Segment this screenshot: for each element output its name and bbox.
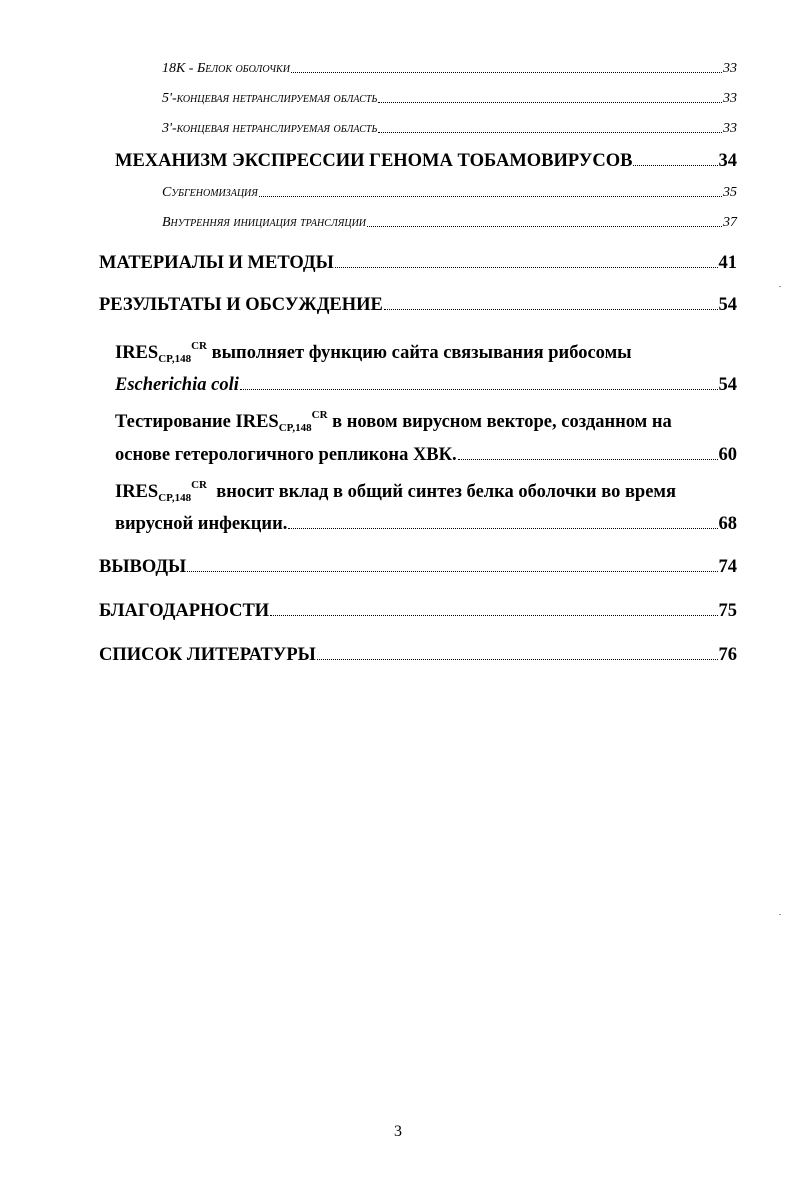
toc-page-number: 76: [718, 645, 737, 665]
toc-page-number: 54: [718, 295, 737, 315]
toc-entry-subgenomization[interactable]: [162, 185, 737, 201]
dot-leader: [240, 389, 718, 390]
toc-entry-conclusions[interactable]: [99, 557, 737, 578]
dot-leader: [633, 165, 717, 166]
toc-entry-title: БЛАГОДАРНОСТИ: [99, 601, 270, 621]
toc-page-number: 74: [718, 557, 737, 577]
toc-entry-internal-initiation[interactable]: [162, 215, 737, 231]
toc-entry-title: Внутренняя инициация трансляции: [162, 215, 367, 230]
dot-leader: [317, 659, 718, 660]
toc-entry-title: МЕХАНИЗМ ЭКСПРЕССИИ ГЕНОМА ТОБАМОВИРУСОВ: [115, 151, 633, 171]
toc-page-number: 68: [718, 514, 737, 534]
toc-page-number: 33: [723, 121, 737, 136]
toc-entry-title-line2: Escherichia coli: [115, 375, 239, 395]
toc-page-number: 35: [723, 185, 737, 200]
toc-entry-ires-vector-line2[interactable]: [115, 445, 737, 466]
toc-entry-3utr[interactable]: [162, 121, 737, 137]
toc-entry-coat-protein[interactable]: [162, 61, 737, 77]
toc-entry-references[interactable]: [99, 645, 737, 666]
toc-entry-ires-contribution[interactable]: [115, 479, 737, 504]
toc-entry-title-line2: основе гетерологичного репликона ХВК.: [115, 445, 457, 465]
toc-entry-5utr[interactable]: [162, 91, 737, 107]
dot-leader: [291, 72, 722, 73]
toc-entry-title-line2: вирусной инфекции.: [115, 514, 288, 534]
dot-leader: [378, 132, 722, 133]
toc-entry-title: 18К - Белок оболочки: [162, 61, 290, 76]
toc-entry-title-line1: Тестирование $IRES_{CP,148}^{CR}$ в новом вирусном векторе, созданном на: [115, 409, 672, 434]
dot-leader: [335, 267, 718, 268]
toc-entry-materials-methods[interactable]: [99, 253, 737, 274]
dot-leader: [384, 309, 718, 310]
toc-entry-title-line1: $IRES_{CP,148}^{CR}$ выполняет функцию сайта связывания рибосомы: [115, 340, 632, 365]
toc-page-number: 54: [718, 375, 737, 395]
toc-entry-results-discussion[interactable]: [99, 295, 737, 316]
toc-entry-title: МАТЕРИАЛЫ И МЕТОДЫ: [99, 253, 334, 273]
dot-leader: [367, 226, 722, 227]
dot-leader: [259, 196, 722, 197]
toc-entry-title: Субгеномизация: [162, 185, 258, 200]
toc-entry-acknowledgements[interactable]: [99, 601, 737, 622]
toc-entry-title: СПИСОК ЛИТЕРАТУРЫ: [99, 645, 316, 665]
dot-leader: [270, 615, 717, 616]
dot-leader: [378, 102, 722, 103]
toc-page-number: 34: [718, 151, 737, 171]
toc-page-number: 37: [723, 215, 737, 230]
toc-page-number: 60: [718, 445, 737, 465]
toc-entry-title: 5'-концевая нетранслируемая область: [162, 91, 378, 106]
toc-page-number: 33: [723, 61, 737, 76]
dot-leader: [187, 571, 717, 572]
toc-entry-title-line1: $IRES_{CP,148}^{CR}$ вносит вклад в общий синтез белка оболочки во время: [115, 479, 677, 504]
toc-page-number: 41: [718, 253, 737, 273]
toc-entry-ires-ecoli[interactable]: [115, 340, 737, 365]
toc-entry-expression-mechanism[interactable]: [115, 151, 737, 172]
page-number: 3: [394, 1123, 402, 1140]
dot-leader: [458, 459, 718, 460]
toc-entry-title: 3'-концевая нетранслируемая область: [162, 121, 378, 136]
toc-entry-title: ВЫВОДЫ: [99, 557, 187, 577]
toc-entry-ires-ecoli-line2[interactable]: [115, 375, 737, 396]
toc-page-number: 33: [723, 91, 737, 106]
scan-speck: [779, 914, 781, 915]
scan-speck: [779, 286, 781, 287]
toc-page-number: 75: [718, 601, 737, 621]
toc-entry-ires-contribution-line2[interactable]: [115, 514, 737, 535]
toc-entry-title: РЕЗУЛЬТАТЫ И ОБСУЖДЕНИЕ: [99, 295, 383, 315]
dot-leader: [288, 528, 717, 529]
toc-entry-ires-vector[interactable]: [115, 409, 737, 434]
